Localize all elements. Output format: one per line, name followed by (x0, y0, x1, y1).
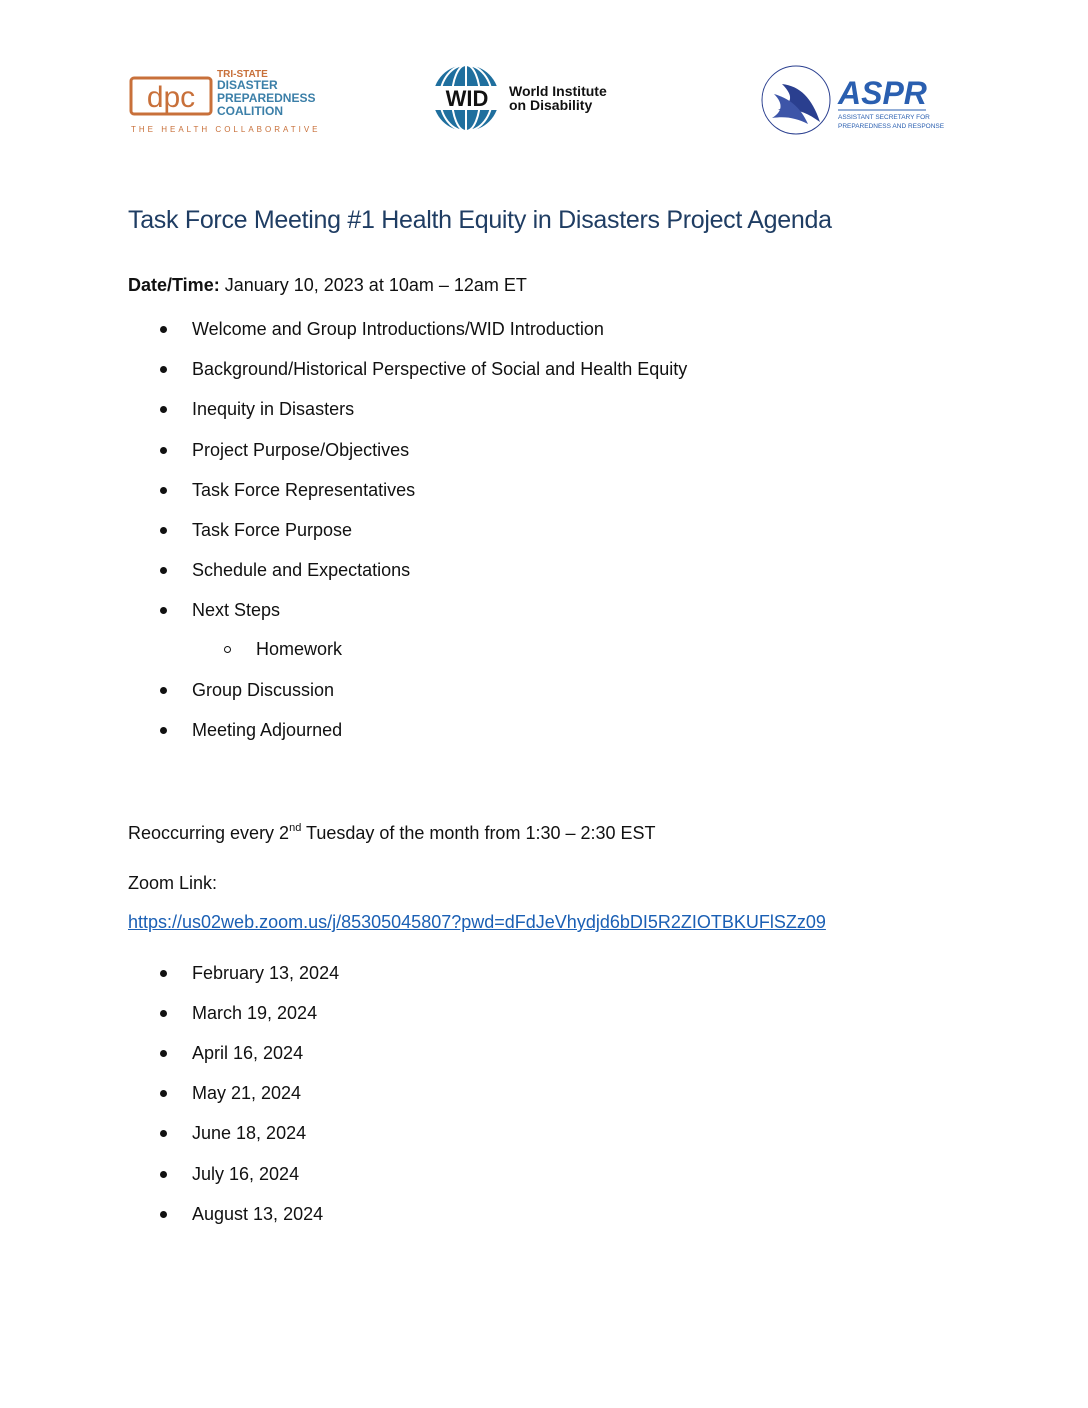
dpc-line1: TRI-STATE (217, 69, 268, 80)
datetime-value: January 10, 2023 at 10am – 12am ET (219, 275, 527, 295)
page-title: Task Force Meeting #1 Health Equity in Disasters Project Agenda (128, 206, 832, 234)
wid-line2: on Disability (509, 97, 593, 113)
bullet-icon (160, 326, 167, 333)
bullet-icon (160, 727, 167, 734)
aspr-sub2: PREPAREDNESS AND RESPONSE (838, 123, 945, 130)
bullet-icon (160, 1211, 167, 1218)
dpc-logo (130, 66, 321, 136)
dpc-mark: dpc (146, 81, 196, 114)
zoom-link[interactable]: https://us02web.zoom.us/j/85305045807?pwd=dFdJeVhydjd6bDI5R2ZIOTBKUFlSZz09 (128, 912, 826, 932)
wid-mark: WID (445, 86, 489, 111)
bullet-icon (160, 527, 167, 534)
dpc-line4: COALITION (217, 104, 283, 118)
wid-line1: World Institute (509, 83, 607, 99)
bullet-icon (160, 1010, 167, 1017)
recurring-schedule: Reoccurring every 2nd Tuesday of the month from 1:30 – 2:30 EST (128, 822, 656, 843)
bullet-icon (160, 1050, 167, 1057)
zoom-link-label: Zoom Link: (128, 873, 218, 893)
hollow-bullet-icon (224, 646, 231, 653)
aspr-sub1: ASSISTANT SECRETARY FOR (838, 114, 930, 121)
aspr-mark: ASPR (838, 75, 927, 111)
bullet-icon (160, 487, 167, 494)
meeting-datetime (128, 273, 527, 297)
bullet-icon (160, 1171, 167, 1178)
header-logos (0, 0, 1088, 160)
bullet-icon (160, 607, 167, 614)
aspr-logo (760, 64, 945, 136)
bullet-icon (160, 687, 167, 694)
wid-logo (432, 62, 627, 134)
bullet-icon (160, 366, 167, 373)
bullet-icon (160, 1090, 167, 1097)
dpc-line2: DISASTER (217, 78, 278, 92)
dpc-tagline: THE HEALTH COLLABORATIVE (131, 125, 321, 134)
bullet-icon (160, 406, 167, 413)
bullet-icon (160, 1130, 167, 1137)
dpc-line3: PREPAREDNESS (217, 91, 316, 105)
bullet-icon (160, 447, 167, 454)
bullet-icon (160, 970, 167, 977)
bullet-icon (160, 567, 167, 574)
datetime-label: Date/Time: (128, 275, 220, 295)
